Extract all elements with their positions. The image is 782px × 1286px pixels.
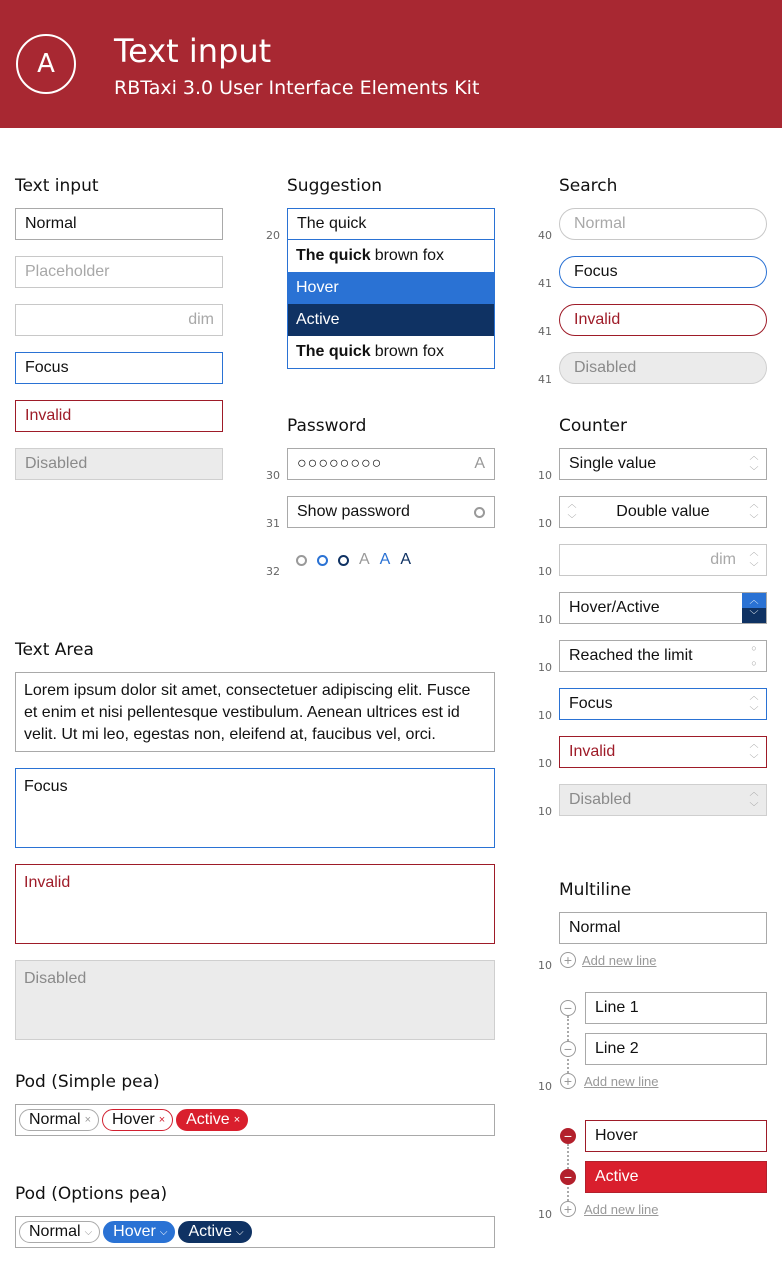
page-header (0, 0, 782, 128)
text-input-placeholder[interactable]: Placeholder (15, 256, 223, 288)
counter-num: 10 (538, 805, 552, 818)
text-input-invalid[interactable]: Invalid (15, 400, 223, 432)
counter-disabled (559, 784, 767, 816)
section-title-search: Search (559, 176, 618, 196)
pod-options-field[interactable] (15, 1216, 495, 1248)
suggestion-option-hover[interactable]: Hover (288, 272, 494, 304)
suggestion-option[interactable]: The quick brown fox (296, 343, 445, 360)
section-title-textarea: Text Area (15, 640, 94, 660)
password-toggle-states (296, 550, 411, 570)
suggestion-input[interactable]: The quick (287, 208, 495, 240)
page-title: Text input (114, 32, 272, 70)
add-new-line-link[interactable]: Add new line (582, 953, 657, 968)
page-subtitle: RBTaxi 3.0 User Interface Elements Kit (114, 77, 480, 99)
toggle-normal-icon (296, 555, 307, 566)
textarea-disabled: Disabled (15, 960, 495, 1040)
eye-normal-icon: A (359, 551, 370, 568)
counter-stepper-left[interactable] (560, 497, 584, 527)
chevron-down-icon[interactable]: ﹀ (567, 514, 577, 524)
show-password-label: Show password (297, 503, 410, 520)
section-title-counter: Counter (559, 416, 627, 436)
show-password-icon[interactable]: A (474, 455, 485, 472)
counter-stepper (742, 785, 766, 815)
text-input-disabled: Disabled (15, 448, 223, 480)
search-input-invalid[interactable]: Invalid (559, 304, 767, 336)
remove-icon[interactable]: − (560, 1041, 576, 1057)
multiline-active[interactable]: Active (585, 1161, 767, 1193)
textarea-invalid[interactable]: Invalid (15, 864, 495, 944)
search-num: 40 (538, 229, 552, 242)
counter-stepper[interactable] (742, 449, 766, 479)
chevron-down-icon[interactable]: ﹀ (749, 706, 759, 716)
counter-invalid[interactable] (559, 736, 767, 768)
chevron-down-icon[interactable]: ﹀ (749, 754, 759, 764)
logo-icon: A (16, 34, 76, 94)
search-num: 41 (538, 325, 552, 338)
counter-limit[interactable] (559, 640, 767, 672)
counter-label: Hover/Active (569, 599, 660, 616)
text-input-dim[interactable]: dim (15, 304, 223, 336)
textarea-focus[interactable]: Focus (15, 768, 495, 848)
chevron-up-icon[interactable]: ︿ (749, 547, 759, 557)
chevron-up-icon[interactable]: ︿ (749, 451, 759, 461)
chevron-up-icon[interactable]: ︿ (749, 739, 759, 749)
toggle-hover-icon (317, 555, 328, 566)
close-icon[interactable]: × (84, 1114, 91, 1126)
search-num: 41 (538, 277, 552, 290)
section-title-suggestion: Suggestion (287, 176, 383, 196)
counter-dim[interactable] (559, 544, 767, 576)
chevron-down-icon: ﹀ (749, 802, 759, 812)
counter-label: Focus (569, 695, 613, 712)
chevron-down-icon[interactable]: ﹀ (749, 466, 759, 476)
multiline-line-2[interactable]: Line 2 (585, 1033, 767, 1065)
section-title-pod-options: Pod (Options pea) (15, 1184, 168, 1204)
counter-stepper[interactable] (742, 641, 766, 671)
chevron-up-icon: ︿ (749, 787, 759, 797)
counter-stepper[interactable] (742, 593, 766, 623)
counter-stepper[interactable] (742, 545, 766, 575)
multiline-num: 10 (538, 959, 552, 972)
eye-active-icon: A (400, 551, 412, 568)
toggle-active-icon (338, 555, 349, 566)
password-dots: ○○○○○○○○ (297, 455, 383, 472)
chip-normal[interactable]: Normal × (19, 1109, 99, 1131)
chevron-up-icon[interactable]: ︿ (742, 593, 766, 608)
chip-hover[interactable]: Hover ⌵ (103, 1221, 175, 1243)
chevron-up-icon[interactable]: ︿ (749, 691, 759, 701)
counter-label: dim (710, 551, 736, 568)
search-input-normal[interactable]: Normal (559, 208, 767, 240)
textarea-normal[interactable]: Lorem ipsum dolor sit amet, consectetuer adipiscing elit. Fusce et enim et nisi pellentesque vestibulum. Aenean ultrices est id velit. Ut mi leo, egestas non, eleifend at, faucibus vel, orci. (15, 672, 495, 752)
text-input-normal[interactable]: Normal (15, 208, 223, 240)
password-input[interactable] (287, 448, 495, 480)
remove-icon[interactable]: − (560, 1169, 576, 1185)
multiline-normal[interactable]: Normal (559, 912, 767, 944)
section-title-multiline: Multiline (559, 880, 632, 900)
multiline-hover[interactable]: Hover (585, 1120, 767, 1152)
chevron-up-icon[interactable]: ︿ (567, 499, 577, 509)
close-icon[interactable]: × (158, 1114, 166, 1126)
limit-down-icon: ○ (751, 658, 757, 668)
counter-label: Reached the limit (569, 647, 693, 664)
pod-simple-field[interactable] (15, 1104, 495, 1136)
chevron-down-icon[interactable]: ⌵ (84, 1226, 93, 1238)
limit-up-icon: ○ (751, 643, 757, 653)
counter-label: Invalid (569, 743, 616, 760)
counter-focus[interactable] (559, 688, 767, 720)
suggestion-option[interactable]: The quick brown fox (296, 247, 445, 264)
multiline-num: 10 (538, 1080, 552, 1093)
password-num: 32 (266, 565, 280, 578)
suggestion-num: 20 (266, 229, 280, 242)
show-password-input[interactable] (287, 496, 495, 528)
add-new-line-link[interactable]: Add new line (584, 1202, 659, 1217)
counter-stepper[interactable] (742, 737, 766, 767)
section-title-password: Password (287, 416, 367, 436)
eye-hover-icon: A (379, 551, 391, 568)
chip-hover[interactable]: Hover × (102, 1109, 173, 1131)
remove-icon[interactable]: − (560, 1000, 576, 1016)
search-input-focus[interactable]: Focus (559, 256, 767, 288)
chevron-down-icon[interactable]: ⌵ (236, 1226, 244, 1238)
search-num: 41 (538, 373, 552, 386)
search-input-disabled: Disabled (559, 352, 767, 384)
counter-stepper[interactable] (742, 497, 766, 527)
suggestion-dropdown (287, 240, 495, 369)
counter-hover-active[interactable] (559, 592, 767, 624)
password-num: 30 (266, 469, 280, 482)
add-icon[interactable]: + (560, 952, 576, 968)
multiline-line-1[interactable]: Line 1 (585, 992, 767, 1024)
counter-single[interactable] (559, 448, 767, 480)
counter-num: 10 (538, 757, 552, 770)
chevron-down-icon[interactable]: ﹀ (749, 514, 759, 524)
toggle-icon[interactable] (474, 507, 485, 518)
counter-num: 10 (538, 565, 552, 578)
counter-label: Single value (569, 455, 657, 472)
chevron-down-icon[interactable]: ⌵ (159, 1226, 168, 1238)
counter-label: Double value (616, 503, 710, 520)
counter-stepper[interactable] (742, 689, 766, 719)
chevron-up-icon[interactable]: ︿ (749, 499, 759, 509)
suggestion-option-active[interactable]: Active (288, 304, 494, 336)
counter-num: 10 (538, 613, 552, 626)
counter-num: 10 (538, 469, 552, 482)
chevron-down-icon[interactable]: ﹀ (749, 562, 759, 572)
chevron-down-icon[interactable]: ﹀ (742, 608, 766, 623)
remove-icon[interactable]: − (560, 1128, 576, 1144)
section-title-text-input: Text input (15, 176, 99, 196)
chip-active[interactable]: Active × (176, 1109, 248, 1131)
counter-num: 10 (538, 517, 552, 530)
add-icon[interactable]: + (560, 1073, 576, 1089)
password-num: 31 (266, 517, 280, 530)
section-title-pod-simple: Pod (Simple pea) (15, 1072, 160, 1092)
multiline-num: 10 (538, 1208, 552, 1221)
add-icon[interactable]: + (560, 1201, 576, 1217)
counter-num: 10 (538, 661, 552, 674)
add-new-line-link[interactable]: Add new line (584, 1074, 659, 1089)
chip-active[interactable]: Active ⌵ (178, 1221, 251, 1243)
chip-normal[interactable]: Normal ⌵ (19, 1221, 100, 1243)
text-input-focus[interactable]: Focus (15, 352, 223, 384)
close-icon[interactable]: × (233, 1114, 241, 1126)
counter-double[interactable] (559, 496, 767, 528)
counter-label: Disabled (569, 791, 632, 808)
counter-num: 10 (538, 709, 552, 722)
